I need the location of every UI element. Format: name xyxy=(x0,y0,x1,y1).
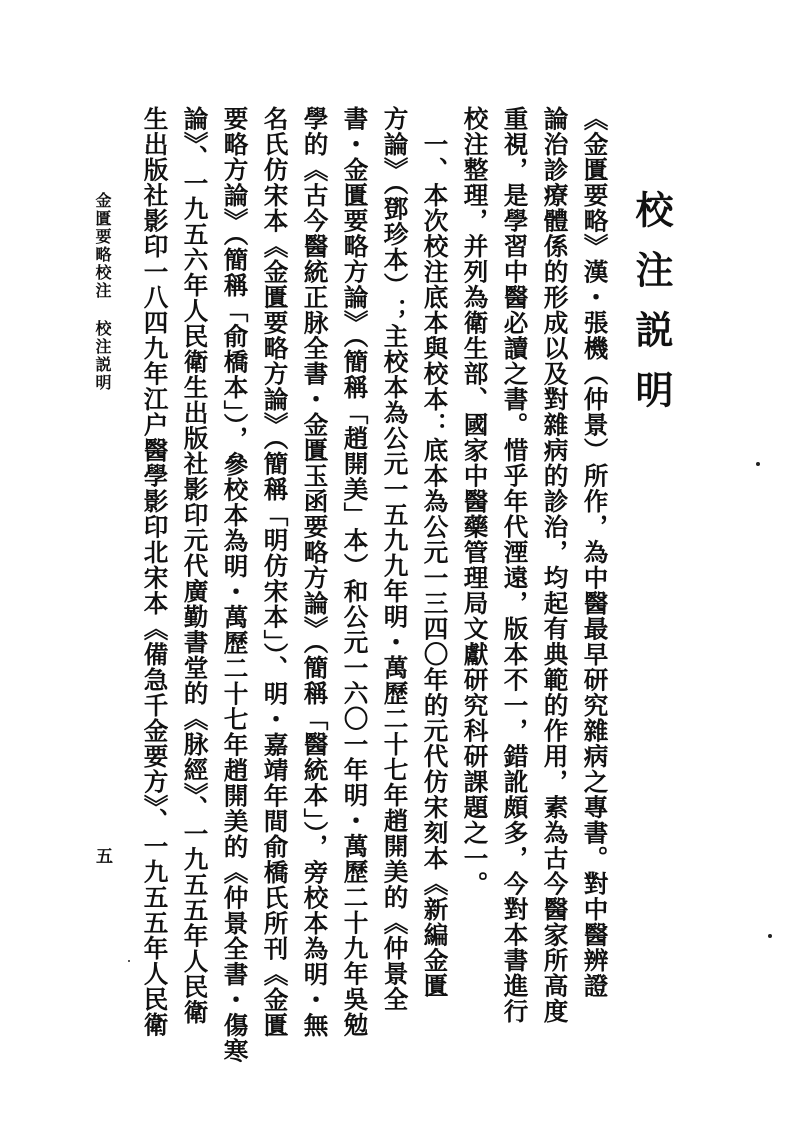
body-column-3: 重視，是學習中醫必讀之書。惜乎年代湮遠，版本不一，錯訛頗多，今對本書進行 xyxy=(500,106,530,1024)
scan-speck xyxy=(128,960,130,962)
page-number: 五 xyxy=(96,847,113,867)
running-footer xyxy=(94,192,110,392)
running-footer-book-title: 金匱要略校注 xyxy=(93,192,112,300)
body-column-9: 名氏仿宋本《金匱要略方論》（簡稱「明仿宋本」）、明・嘉靖年間俞橋氏所刊《金匱 xyxy=(260,106,290,1039)
body-column-7: 書・金匱要略方論》（簡稱「趙開美」本）和公元一六〇一年明・萬歷二十九年吳勉 xyxy=(340,106,370,1038)
body-column-8: 學的《古今醫統正脉全書・金匱玉函要略方論》（簡稱「醫統本」），旁校本為明・無 xyxy=(300,106,330,1039)
running-footer-section-title: 校注説明 xyxy=(93,320,112,392)
body-column-10: 要略方論》（簡稱「俞橋本」），參校本為明・萬歷二十七年趙開美的《仲景全書・傷寒 xyxy=(220,106,250,1064)
body-column-2: 論治診療體係的形成以及對雜病的診治，均起有典範的作用，素為古今醫家所高度 xyxy=(540,106,570,1024)
body-column-11: 論》、一九五六年人民衛生出版社影印元代廣勤書堂的《脉經》、一九五五年人民衛 xyxy=(180,106,210,1025)
scan-speck xyxy=(756,462,760,466)
body-column-4: 校注整理，并列為衛生部、國家中醫藥管理局文獻研究科研課題之一。 xyxy=(460,106,490,897)
body-column-12: 生出版社影印一八四九年江户醫學影印北宋本《備急千金要方》、一九五五年人民衛 xyxy=(140,106,170,1038)
scan-speck xyxy=(768,934,772,938)
body-column-6: 方論》（鄧珍本）；主校本為公元一五九九年明・萬歷二十七年趙開美的《仲景全 xyxy=(380,106,410,1012)
body-column-5: 一、本次校注底本與校本：底本為公元一三四〇年的元代仿宋刻本《新編金匱 xyxy=(420,106,450,999)
page-title: 校注説明 xyxy=(629,190,674,430)
body-column-1: 《金匱要略》漢・張機（仲景）所作，為中醫最早研究雜病之專書。對中醫辨證 xyxy=(580,106,610,999)
